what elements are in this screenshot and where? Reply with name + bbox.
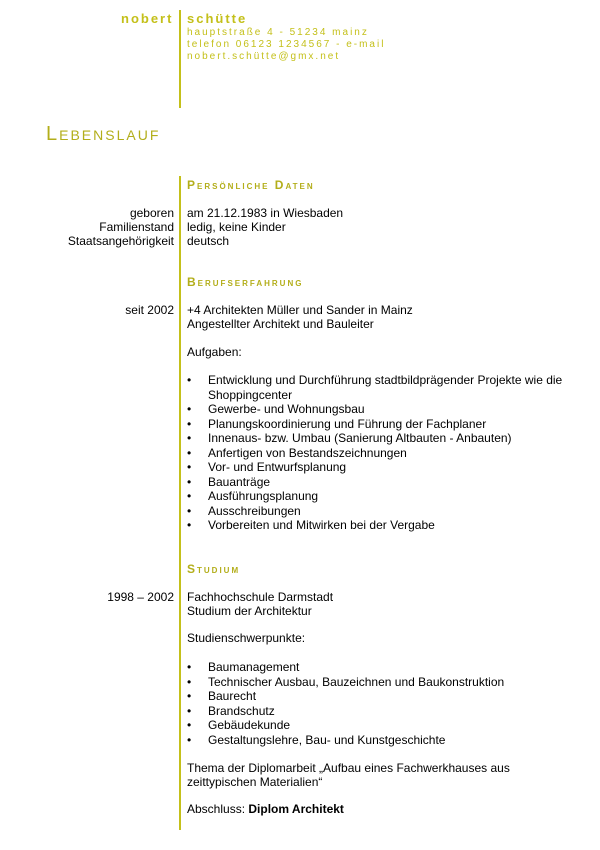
personal-label-marital: Familienstand [99,220,174,234]
list-item: • Anfertigen von Bestandszeichnungen [187,446,562,461]
personal-value-marital: ledig, keine Kinder [187,220,286,234]
list-item: • Gewerbe- und Wohnungsbau [187,402,562,417]
education-focus-list [187,660,504,747]
experience-task-list [187,373,562,533]
list-item: • Vor- und Entwurfsplanung [187,460,562,475]
degree-line [187,802,344,817]
header-divider-line [179,10,181,108]
degree-label: Abschluss: [187,802,249,816]
education-school: Fachhochschule Darmstadt [187,590,334,604]
personal-label-born: geboren [129,206,174,220]
thesis-line-1: Thema der Diplomarbeit „Aufbau eines Fachwerkhauses aus [187,761,510,775]
list-item: • Gestaltungslehre, Bau- und Kunstgeschichte [187,733,504,748]
last-name: schütte [187,11,248,26]
list-item: • Bauanträge [187,475,562,490]
personal-value-nationality: deutsch [187,234,230,248]
content-divider-line [179,176,181,830]
section-heading-personal: Persönliche Daten [187,178,315,192]
experience-period: seit 2002 [125,303,174,317]
education-period: 1998 – 2002 [107,590,174,604]
education-course: Studium der Architektur [187,604,312,618]
personal-value-born: am 21.12.1983 in Wiesbaden [187,206,344,220]
list-item: • Planungskoordinierung und Führung der Fachplaner [187,417,562,432]
list-item: • Baumanagement [187,660,504,675]
list-item: • Ausschreibungen [187,504,562,519]
section-heading-experience: Berufserfahrung [187,275,304,289]
document-title: Lebenslauf [46,123,161,145]
task-text-continued: Shoppingcenter [208,387,293,402]
list-item: • Gebäudekunde [187,718,504,733]
list-item: • Innenaus- bzw. Umbau (Sanierung Altbauten - Anbauten) [187,431,562,446]
personal-label-nationality: Staatsangehörigkeit [67,234,174,248]
phone-email-line: telefon 06123 1234567 - e-mail [187,39,386,50]
first-name: nobert [121,11,174,26]
task-text: Entwicklung und Durchführung stadtbildprägender Projekte wie die [208,373,563,387]
experience-position: Angestellter Architekt und Bauleiter [187,317,374,331]
degree-value: Diplom Architekt [248,802,344,816]
experience-tasks-label: Aufgaben: [187,345,242,359]
list-item: • Baurecht [187,689,504,704]
list-item [187,373,562,402]
list-item: • Brandschutz [187,704,504,719]
list-item: • Vorbereiten und Mitwirken bei der Vergabe [187,518,562,533]
address: hauptstraße 4 - 51234 mainz [187,27,369,38]
list-item: • Technischer Ausbau, Bauzeichnen und Baukonstruktion [187,675,504,690]
thesis-line-2: zeittypischen Materialien“ [187,775,323,789]
email-address: nobert.schütte@gmx.net [187,51,341,62]
education-focus-label: Studienschwerpunkte: [187,631,306,645]
section-heading-education: Studium [187,562,241,576]
experience-company: +4 Architekten Müller und Sander in Mainz [187,303,413,317]
list-item: • Ausführungsplanung [187,489,562,504]
